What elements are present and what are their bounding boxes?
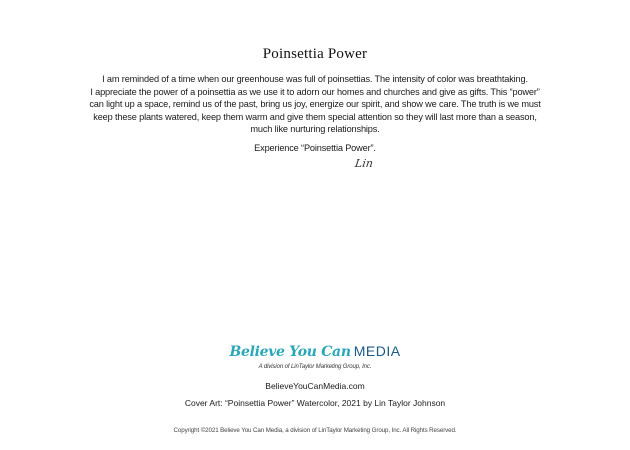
message-line: keep these plants watered, keep them warm and give them special attention so they will last more than a season, [93, 111, 537, 122]
logo-media-text: MEDIA [353, 343, 401, 359]
signature: Lin [354, 157, 374, 170]
message-line: can light up a space, remind us of the past, bring us joy, energize our spirit, and show we care. The truth is we must [89, 99, 541, 110]
experience-line: Experience “Poinsettia Power”. [254, 143, 376, 153]
page-title: Poinsettia Power [262, 46, 368, 62]
message-line: I appreciate the power of a poinsettia as we use it to adorn our homes and churches and give as gifts. This “power” [90, 86, 540, 97]
cover-art-credit: Cover Art: “Poinsettia Power” Watercolor, 2021 by Lin Taylor Johnson [184, 398, 446, 408]
copyright-notice: Copyright ©2021 Believe You Can Media, a division of LinTaylor Marketing Group, Inc. All Rights Reserved. [173, 427, 457, 434]
message-line: much like nurturing relationships. [250, 124, 380, 135]
website-url: BelieveYouCanMedia.com [265, 381, 365, 391]
logo-script-text: Believe You Can [229, 344, 351, 360]
brand-logo [0, 343, 630, 361]
message-line: I am reminded of a time when our greenhouse was full of poinsettias. The intensity of color was breathtaking. [102, 74, 528, 84]
division-tagline: A division of LinTaylor Marketing Group, Inc. [258, 364, 372, 370]
message-paragraph [70, 73, 560, 136]
